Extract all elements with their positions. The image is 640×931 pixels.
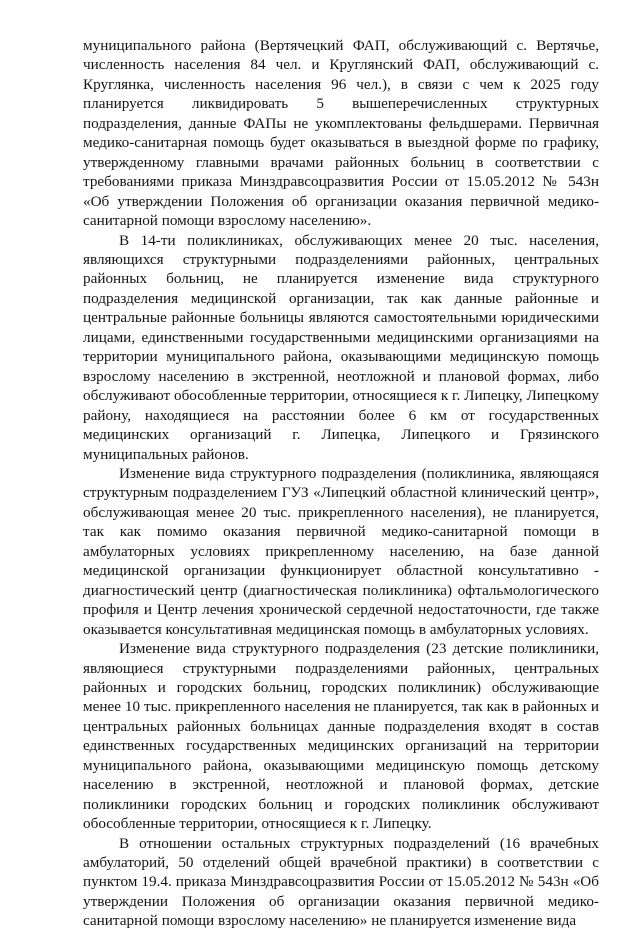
paragraph-4: Изменение вида структурного подразделения (23 детские поликлиники, являющиеся структурными подразделениями районных, центральных районных и городских больниц, городских поликлиник) обслуживающие менее 10 тыс. прикрепленного населения не планируется, так как в районных и центральных районных больницах данные подразделения входят в состав единственных государственных медицинских организаций на территории муниципального района, оказывающими медицинскую помощь детскому населению в экстренной, неотложной и плановой формах, детские поликлиники городских больниц и городских поликлиник обслуживают обособленные территории, относящиеся к г. Липецку. <box>83 640 599 833</box>
paragraph-2: В 14-ти поликлиниках, обслуживающих менее 20 тыс. населения, являющихся структурными подразделениями районных, центральных районных больниц, не планируется изменение вида структурного подразделения медицинской организации, так как данные районные и центральные районные больницы являются самостоятельными юридическими лицами, единственными государственными медицинскими организациями на территории муниципального района, оказывающими медицинскую помощь взрослому населению в экстренной, неотложной и плановой формах, либо обслуживают обособленные территории, относящиеся к г. Липецку, Липецкому району, находящиеся на расстоянии более 6 км от государственных медицинских организаций г. Липецка, Липецкого и Грязинского муниципальных районов. <box>83 231 599 463</box>
paragraph-5: В отношении остальных структурных подразделений (16 врачебных амбулаторий, 50 отделений общей врачебной практики) в соответствии с пунктом 19.4. приказа Минздравсоцразвития России от 15.05.2012 № 543н «Об утверждении Положения об организации оказания первичной медико-санитарной помощи взрослому населению» не планируется изменение вида <box>83 834 599 930</box>
paragraph-3: Изменение вида структурного подразделения (поликлиника, являющаяся структурным подразделением ГУЗ «Липецкий областной клинический центр», обслуживающая менее 20 тыс. прикрепленного населения), не планируется, так как помимо оказания первичной медико-санитарной помощи в амбулаторных условиях прикрепленному населению, на базе данной медицинской организации функционирует областной консультативно - диагностический центр (диагностическая поликлиника) офтальмологического профиля и Центр лечения хронической сердечной недостаточности, где также оказывается консультативная медицинская помощь в амбулаторных условиях. <box>83 464 599 638</box>
paragraph-1: муниципального района (Вертячецкий ФАП, обслуживающий с. Вертячье, численность населения 84 чел. и Круглянский ФАП, обслуживающий с. Круглянка, численность населения 96 чел.), в связи с чем к 2025 году планируется ликвидировать 5 вышеперечисленных структурных подразделения, данные ФАПы не укомплектованы фельдшерами. Первичная медико-санитарная помощь будет оказываться в выездной форме по графику, утвержденному главными врачами районных больниц в соответствии с требованиями приказа Минздравсоцразвития России от 15.05.2012 № 543н «Об утверждении Положения об организации оказания первичной медико-санитарной помощи взрослому населению». <box>83 37 599 230</box>
document-page <box>83 36 599 931</box>
